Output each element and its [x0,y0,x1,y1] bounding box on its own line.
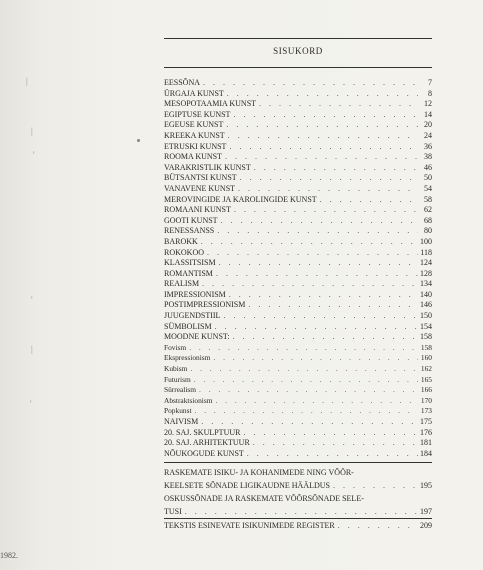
leader-dots [251,163,418,174]
toc-entry[interactable] [164,300,432,311]
appendix-terms-line2[interactable] [164,505,432,519]
leader-dots [317,195,418,206]
appendix-register-label: TEKSTIS ESINEVATE ISIKUNIMEDE REGISTER [164,521,335,531]
toc-entry[interactable] [164,78,432,89]
appendix-register-line[interactable] [164,519,432,532]
appendix-terms-line1[interactable] [164,492,432,505]
leader-dots [198,237,418,248]
leader-dots [231,205,418,216]
appendix-names-page: 195 [420,481,432,491]
toc-entry[interactable] [164,364,432,375]
leader-dots [226,142,418,153]
toc-entry-page: 176 [420,427,432,437]
toc-entry[interactable] [164,184,432,195]
toc-entry-label: Sürrealism [164,385,197,395]
appendix-names-line2[interactable] [164,479,432,492]
toc-entry-page: 166 [420,385,432,395]
toc-entry-label: REALISM [164,279,200,289]
toc-entry-label: Kubism [164,364,188,374]
top-rule [164,38,432,39]
toc-entry-page: 162 [420,364,432,374]
leader-dots [256,99,418,110]
toc-entry-page: 134 [420,279,432,289]
toc-entry-page: 20 [424,120,432,130]
toc-entry-label: NÕUKOGUDE KUNST [164,448,244,458]
leader-dots [222,152,418,163]
toc-entry[interactable] [164,428,432,439]
toc-entry[interactable] [164,248,432,259]
toc-entry-label: Futurism [164,374,191,384]
toc-entry-label: KLASSITSISM [164,258,216,268]
gutter-mark: ' [31,295,33,305]
gutter-mark: | [31,344,33,354]
toc-entry-page: 158 [420,342,432,352]
toc-entry-label: JUUGENDSTIIL [164,311,221,321]
gutter-mark: | [31,126,33,136]
toc-entry-page: 8 [428,88,432,98]
toc-entry[interactable] [164,417,432,428]
leader-dots [214,226,418,237]
toc-entry-label: Ekspressionism [164,353,211,363]
leader-dots [212,396,418,407]
toc-entry-page: 100 [420,236,432,246]
leader-dots [237,173,418,184]
toc-entry[interactable] [164,142,432,153]
leader-dots [223,120,418,131]
toc-entry-page: 7 [428,78,432,87]
toc-entry[interactable] [164,290,432,301]
toc-entry[interactable] [164,375,432,386]
toc-entry[interactable] [164,89,432,100]
toc-entry[interactable] [164,120,432,131]
toc-entry-label: BÜTSANTSI KUNST [164,173,237,183]
toc-entry-label: EGEUSE KUNST [164,120,224,130]
leader-dots [225,131,418,142]
leader-dots [224,89,418,100]
toc-entry[interactable] [164,99,432,110]
toc-entry-page: 62 [424,205,432,215]
leader-dots [204,248,418,259]
toc-entry-label: GOOTI KUNST [164,215,218,225]
toc-entry-label: ÜRGAJA KUNST [164,88,224,98]
leader-dots [335,519,418,532]
toc-entry[interactable] [164,385,432,396]
appendix-terms-label-2: TUSI [164,507,182,517]
toc-entry[interactable] [164,311,432,322]
toc-entry-page: 150 [420,311,432,321]
toc-entry-page: 184 [420,448,432,458]
toc-entry-page: 170 [420,395,432,405]
leader-dots [192,406,418,417]
toc-entry-page: 38 [424,152,432,162]
leader-dots [199,279,418,290]
toc-entry[interactable] [164,195,432,206]
appendix-register-page: 209 [420,521,432,531]
toc-entries [164,78,432,459]
toc-entry-label: Abstraktsionism [164,395,213,405]
toc-entry-label: ETRUSKI KUNST [164,141,227,151]
toc-entry-label: EESSÕNA [164,78,201,87]
toc-entry-page: 181 [420,438,432,448]
toc-entry-page: 46 [424,162,432,172]
leader-dots [213,269,418,280]
gutter-mark: | [26,76,28,86]
toc-entry-page: 124 [420,258,432,268]
toc-entry[interactable] [164,173,432,184]
leader-dots [186,343,418,354]
toc-entry-label: MEROVINGIDE JA KAROLINGIDE KUNST [164,194,317,204]
toc-entry-label: RENESSANSS [164,226,215,236]
appendix-terms-label-1: OSKUSSÕNADE JA RASKEMATE VÕÕRSÕNADE SELE- [164,494,364,504]
gutter-mark: ' [30,399,32,409]
page-speck [137,139,140,142]
appendix-rule [164,462,432,463]
toc-entry-label: EGIPTUSE KUNST [164,109,231,119]
toc-entry-page: 68 [424,215,432,225]
table-of-contents [164,78,432,532]
toc-entry-page: 173 [420,406,432,416]
toc-entry-label: MOODNE KUNST: [164,332,230,342]
leader-dots [230,110,418,121]
leader-dots [191,375,418,386]
toc-entry-page: 154 [420,321,432,331]
appendix-terms-page: 197 [420,507,432,517]
toc-entry[interactable] [164,269,432,280]
leader-dots [182,505,418,518]
toc-entry-label: VANAVENE KUNST [164,183,236,193]
leader-dots [187,364,418,375]
title-rule [164,67,432,68]
toc-entry-label: KREEKA KUNST [164,130,225,140]
appendix-names-label-1: RASKEMATE ISIKU- JA KOHANIMEDE NING VÕÖR- [164,468,354,478]
leader-dots [198,417,418,428]
toc-entry[interactable] [164,406,432,417]
toc-entry-label: MESOPOTAAMIA KUNST [164,99,257,109]
leader-dots [330,479,418,492]
gutter-mark: ' [33,150,35,160]
toc-entry-label: Fovism [164,342,187,352]
leader-dots [240,428,418,439]
toc-entry-page: 54 [424,183,432,193]
toc-entry[interactable] [164,152,432,163]
leader-dots [196,385,418,396]
toc-entry-page: 14 [424,109,432,119]
toc-entry-page: 36 [424,141,432,151]
page-title: SISUKORD [273,46,323,56]
toc-entry-page: 58 [424,194,432,204]
toc-entry-page: 140 [420,289,432,299]
leader-dots [244,449,418,460]
toc-entry-page: 118 [420,247,432,257]
toc-entry-label: VARAKRISTLIK KUNST [164,162,251,172]
toc-entry-label: 20. SAJ. ARHITEKTUUR [164,438,250,448]
leader-dots [216,258,418,269]
toc-entry-page: 24 [424,130,432,140]
toc-entry[interactable] [164,110,432,121]
toc-entry-page: 146 [420,300,432,310]
leader-dots [220,311,418,322]
toc-entry[interactable] [164,449,432,460]
toc-entry[interactable] [164,396,432,407]
toc-entry-page: 12 [424,99,432,109]
toc-entry-page: 50 [424,173,432,183]
toc-entry[interactable] [164,332,432,343]
toc-entry-page: 128 [420,268,432,278]
appendix-names-label-2: KEELSETE SÕNADE LIGIKAUDNE HÄÄLDUS [164,481,330,491]
toc-entry[interactable] [164,343,432,354]
toc-entry[interactable] [164,258,432,269]
toc-entry[interactable] [164,353,432,364]
leader-dots [226,290,418,301]
toc-entry-page: 160 [420,353,432,363]
toc-entry[interactable] [164,438,432,449]
toc-entry-page: 165 [420,374,432,384]
toc-entry-label: ROOMA KUNST [164,152,223,162]
toc-entry-label: BAROKK [164,236,198,246]
leader-dots [218,216,418,227]
leader-dots [212,322,418,333]
leader-dots [200,78,418,89]
toc-entry[interactable] [164,226,432,237]
toc-entry-label: ROKOKOO [164,247,204,257]
leader-dots [235,184,418,195]
toc-entry-page: 175 [420,417,432,426]
leader-dots [210,353,418,364]
toc-entry-page: 158 [420,332,432,342]
toc-entry[interactable] [164,163,432,174]
toc-entry-label: IMPRESSIONISM [164,289,226,299]
toc-entry-label: ROMAANI KUNST [164,205,231,215]
toc-entry-label: POSTIMPRESSIONISM [164,300,246,310]
toc-entry[interactable] [164,322,432,333]
leader-dots [230,332,418,343]
toc-entry-label: 20. SAJ. SKULPTUUR [164,427,241,437]
appendix-names-line1[interactable] [164,466,432,479]
toc-entry-page: 80 [424,226,432,236]
leader-dots [245,300,418,311]
marginal-text: 1982. [0,551,18,560]
toc-entry[interactable] [164,131,432,142]
toc-entry-label: NAIVISM [164,417,199,426]
toc-entry[interactable] [164,237,432,248]
toc-entry[interactable] [164,279,432,290]
toc-entry-label: Popkunst [164,406,192,416]
toc-entry[interactable] [164,205,432,216]
toc-entry-label: SÜMBOLISM [164,321,212,331]
toc-entry-label: ROMANTISM [164,268,213,278]
leader-dots [250,438,418,449]
toc-entry[interactable] [164,216,432,227]
